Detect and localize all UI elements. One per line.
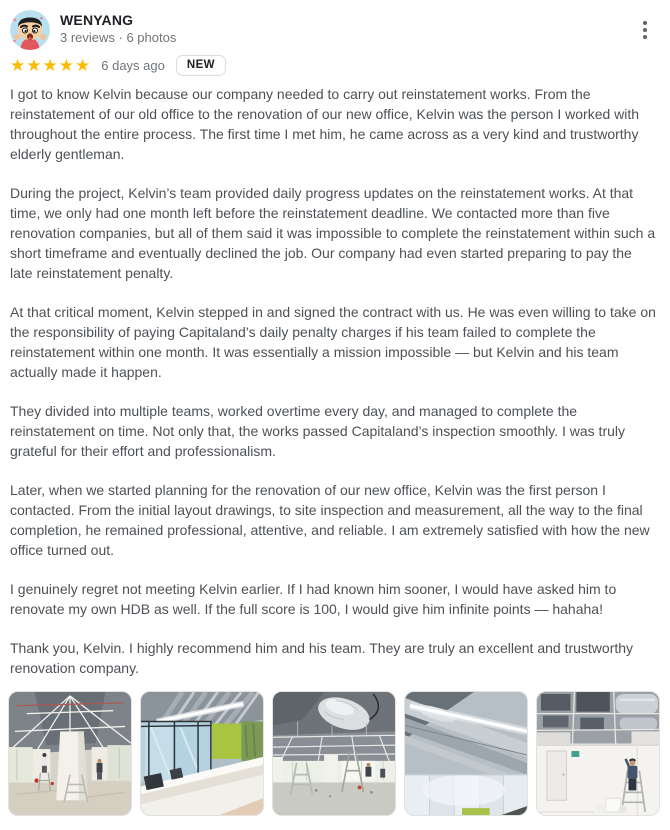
review-paragraph: I got to know Kelvin because our company needed to carry out reinstatement works. From the reinstatement of our old office to the renovation of our new office, Kelvin was the person I worked with throughout the entire process. The first time I met him, he came across as a very kind and trustworthy elderly gentleman. [10, 86, 640, 162]
reviewer-meta[interactable]: 3 reviews · 6 photos [60, 30, 177, 45]
new-badge: NEW [176, 55, 226, 76]
star-rating [10, 57, 91, 74]
star-icon: ★ [58, 55, 75, 75]
avatar[interactable] [10, 10, 50, 50]
review-photo-2[interactable] [140, 691, 264, 816]
reviewer-name[interactable]: WENYANG [60, 12, 134, 28]
review-photo-1[interactable] [8, 691, 132, 816]
photo-1-image [9, 692, 131, 815]
photo-2-image [141, 692, 263, 815]
review-date: 6 days ago [101, 57, 165, 73]
star-icon: ★ [10, 55, 27, 75]
svg-text:♥: ♥ [40, 16, 43, 22]
rating-row [10, 52, 226, 78]
star-icon: ★ [42, 55, 59, 75]
photo-strip [8, 691, 660, 816]
review-photo-5[interactable] [536, 691, 660, 816]
review-paragraph: They divided into multiple teams, worked overtime every day, and managed to complete the reinstatement on time. Not only that, the works passed Capitaland’s inspection smoothly. I was truly grateful for their effort and professionalism. [10, 403, 626, 459]
review-paragraph: During the project, Kelvin’s team provided daily progress updates on the reinstatement works. At that time, we only had one month left before the reinstatement deadline. We contacted more than five renovation companies, but all of them said it was impossible to complete the reinstatement within such a short timeframe and eventually declined the job. Our company had even started preparing to pay the late reinstatement penalty. [10, 185, 656, 281]
kebab-dot [643, 35, 647, 39]
review-paragraph: Thank you, Kelvin. I highly recommend him and his team. They are truly an excellent and trustworthy renovation company. [10, 640, 634, 676]
more-options-button[interactable] [633, 16, 657, 44]
star-icon: ★ [75, 55, 92, 75]
avatar-cartoon-image [10, 10, 50, 50]
svg-text:♥: ♥ [13, 18, 17, 24]
photo-3-image [273, 692, 395, 815]
svg-text:♥: ♥ [13, 39, 16, 45]
review-paragraph: Later, when we started planning for the renovation of our new office, Kelvin was the first person I contacted. From the initial layout drawings, to site inspection and measurement, all the way to the final completion, he remained professional, attentive, and reliable. I am extremely satisfied with how the new office turned out. [10, 482, 650, 558]
photo-4-image [405, 692, 527, 815]
kebab-dot [643, 21, 647, 25]
review-paragraph: I genuinely regret not meeting Kelvin earlier. If I had known him sooner, I would have asked him to renovate my own HDB as well. If the full score is 100, I would give him infinite points — hahaha! [10, 581, 617, 617]
photo-5-image [537, 692, 659, 815]
review-photo-4[interactable] [404, 691, 528, 816]
star-icon: ★ [26, 55, 43, 75]
review-text [10, 84, 658, 678]
review-paragraph: At that critical moment, Kelvin stepped in and signed the contract with us. He was even willing to take on the responsibility of paying Capitaland’s daily penalty charges if his team failed to complete the reinstatement within one month. It was essentially a mission impossible — but Kelvin and his team actually made it happen. [10, 304, 656, 380]
kebab-dot [643, 28, 647, 32]
review-photo-3[interactable] [272, 691, 396, 816]
